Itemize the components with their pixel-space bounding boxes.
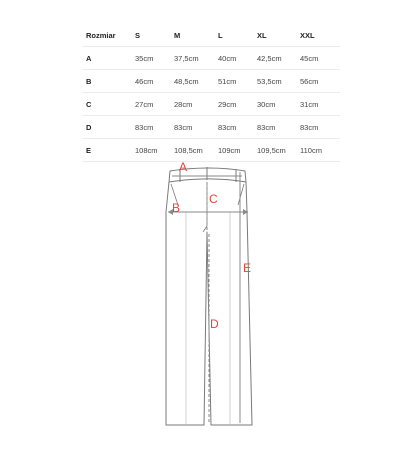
row-label: B (82, 70, 135, 93)
table-cell: 109cm (218, 139, 257, 162)
label-a: A (179, 160, 188, 174)
table-cell: 51cm (218, 70, 257, 93)
table-cell: 110cm (300, 139, 340, 162)
label-c: C (209, 192, 218, 206)
table-cell: 40cm (218, 47, 257, 70)
table-cell: 108cm (135, 139, 174, 162)
table-cell: 45cm (300, 47, 340, 70)
row-label: E (82, 139, 135, 162)
table-cell: 46cm (135, 70, 174, 93)
table-cell: 83cm (174, 116, 218, 139)
table-cell: 83cm (257, 116, 300, 139)
header-xxl: XXL (300, 24, 340, 47)
table-cell: 53,5cm (257, 70, 300, 93)
table-cell: 48,5cm (174, 70, 218, 93)
row-label: C (82, 93, 135, 116)
table-cell: 83cm (218, 116, 257, 139)
row-label: A (82, 47, 135, 70)
label-b: B (172, 201, 181, 215)
table-cell: 35cm (135, 47, 174, 70)
table-cell: 28cm (174, 93, 218, 116)
row-label: D (82, 116, 135, 139)
label-d: D (210, 317, 219, 331)
measurement-labels (172, 160, 251, 331)
table-cell: 42,5cm (257, 47, 300, 70)
header-l: L (218, 24, 257, 47)
table-cell: 37,5cm (174, 47, 218, 70)
header-size: Rozmiar (82, 24, 135, 47)
table-cell: 29cm (218, 93, 257, 116)
table-cell: 108,5cm (174, 139, 218, 162)
header-s: S (135, 24, 174, 47)
table-cell: 31cm (300, 93, 340, 116)
table-cell: 30cm (257, 93, 300, 116)
label-e: E (243, 261, 252, 275)
table-cell: 109,5cm (257, 139, 300, 162)
table-cell: 56cm (300, 70, 340, 93)
table-cell: 27cm (135, 93, 174, 116)
table-cell: 83cm (300, 116, 340, 139)
table-cell: 83cm (135, 116, 174, 139)
header-m: M (174, 24, 218, 47)
header-xl: XL (257, 24, 300, 47)
